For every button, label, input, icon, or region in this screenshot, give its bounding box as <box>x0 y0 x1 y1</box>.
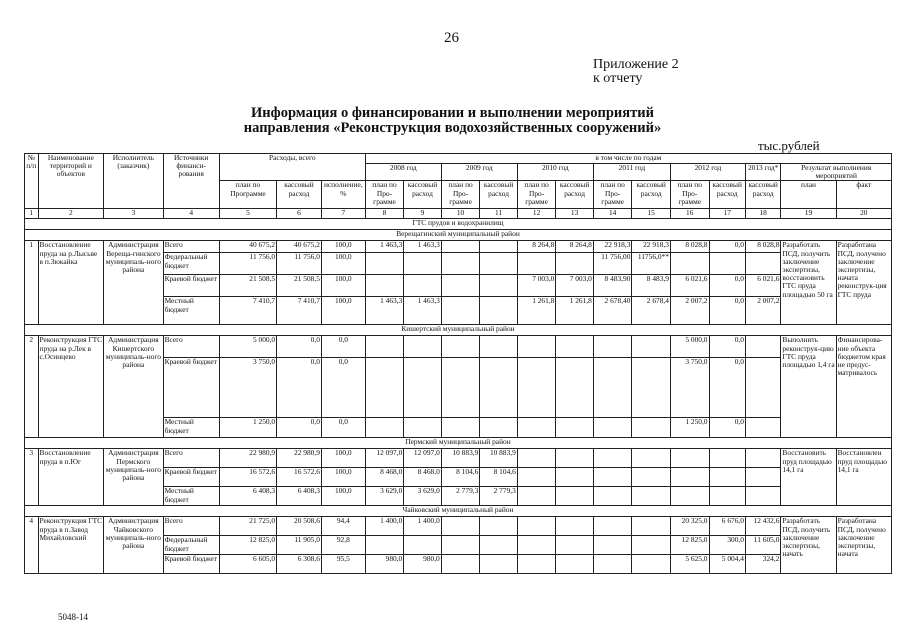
column-number-cell: 5 <box>219 209 276 219</box>
value-cell: 8 468,0 <box>365 468 404 487</box>
value-cell <box>365 253 404 275</box>
header-2008: 2008 год <box>365 164 441 181</box>
value-cell: 1 463,3 <box>404 241 442 253</box>
value-cell <box>593 555 632 574</box>
financing-table <box>24 153 892 574</box>
funding-source: Всего <box>163 517 219 536</box>
value-cell: 11 905,0 <box>277 536 322 555</box>
value-cell: 7 410,7 <box>277 297 322 325</box>
value-cell: 2 779,3 <box>480 487 518 506</box>
value-cell <box>365 418 404 438</box>
funding-source: Всего <box>163 336 219 358</box>
document-title <box>0 106 905 136</box>
value-cell <box>593 487 632 506</box>
value-cell <box>632 358 671 418</box>
table-row <box>25 449 892 468</box>
value-cell <box>480 536 518 555</box>
section-row <box>25 230 892 241</box>
header-2012-cash: кассовый расход <box>709 181 745 209</box>
value-cell: 100,0 <box>321 468 365 487</box>
header-2013-cash: кассовый расход <box>745 181 780 209</box>
value-cell: 100,0 <box>321 449 365 468</box>
header-cash: кассовый расход <box>277 181 322 209</box>
table-body <box>25 154 892 574</box>
value-cell <box>441 275 480 297</box>
header-2010: 2010 год <box>517 164 593 181</box>
value-cell: 12 097,0 <box>365 449 404 468</box>
value-cell <box>517 449 556 468</box>
header-2011: 2011 год <box>593 164 670 181</box>
value-cell: 0,0 <box>709 358 745 418</box>
value-cell <box>404 275 442 297</box>
funding-source: Краевой бюджет <box>163 275 219 297</box>
column-number-cell: 16 <box>670 209 709 219</box>
value-cell <box>632 449 671 468</box>
header-total: Расходы, всего <box>219 154 365 181</box>
column-number-cell: 14 <box>593 209 632 219</box>
header-exec-pct: исполнение, % <box>321 181 365 209</box>
value-cell <box>556 536 594 555</box>
value-cell <box>632 468 671 487</box>
planned-result: Разработать ПСД, получить заключение экспертизы, восстановить ГТС пруда площадью 50 га <box>781 241 836 325</box>
title-line-2: направления «Реконструкция водохозяйственных сооружений» <box>243 120 662 136</box>
value-cell <box>745 418 780 438</box>
value-cell: 1 400,0 <box>365 517 404 536</box>
value-cell <box>441 336 480 358</box>
value-cell <box>480 241 518 253</box>
value-cell: 324,2 <box>745 555 780 574</box>
value-cell <box>745 336 780 358</box>
header-2011-plan: план по Про-грамме <box>593 181 632 209</box>
value-cell: 0,0 <box>277 336 322 358</box>
value-cell: 0,0 <box>709 336 745 358</box>
value-cell <box>745 449 780 468</box>
value-cell: 7 410,7 <box>219 297 276 325</box>
header-2008-plan: план по Про-грамме <box>365 181 404 209</box>
column-number-cell: 20 <box>836 209 891 219</box>
value-cell <box>441 358 480 418</box>
value-cell: 6 408,3 <box>219 487 276 506</box>
value-cell: 2 678,4 <box>632 297 671 325</box>
value-cell: 7 003,0 <box>556 275 594 297</box>
column-number-cell: 1 <box>25 209 39 219</box>
value-cell: 8 028,8 <box>745 241 780 253</box>
appendix-line-2: к отчету <box>593 71 643 86</box>
value-cell: 22 980,9 <box>219 449 276 468</box>
section-row <box>25 325 892 336</box>
column-number-cell: 10 <box>441 209 480 219</box>
column-number-cell: 2 <box>38 209 104 219</box>
funding-source: Краевой бюджет <box>163 468 219 487</box>
section-title: Кишертский муниципальный район <box>25 325 892 336</box>
value-cell <box>404 336 442 358</box>
project-name: Восстановление пруда на р.Лысьве в п.Зюкайка <box>38 241 104 325</box>
value-cell <box>632 555 671 574</box>
planned-result: Восстановить пруд площадью 14,1 га <box>781 449 836 506</box>
value-cell <box>593 517 632 536</box>
value-cell: 7 003,0 <box>517 275 556 297</box>
value-cell: 2 678,40 <box>593 297 632 325</box>
value-cell: 0,0 <box>277 418 322 438</box>
value-cell: 5 000,0 <box>219 336 276 358</box>
value-cell <box>670 487 709 506</box>
value-cell <box>745 468 780 487</box>
value-cell: 1 463,3 <box>365 297 404 325</box>
planned-result: Выполнить реконструк-цию ГТС пруда площадью 1,4 га <box>781 336 836 438</box>
value-cell <box>404 358 442 418</box>
header-fact: факт <box>836 181 891 209</box>
column-number-cell: 8 <box>365 209 404 219</box>
section-row <box>25 219 892 230</box>
value-cell: 22 918,3 <box>593 241 632 253</box>
value-cell: 1 250,0 <box>219 418 276 438</box>
column-number-row <box>25 209 892 219</box>
value-cell <box>404 253 442 275</box>
value-cell <box>441 555 480 574</box>
section-title: Пермский муниципальный район <box>25 438 892 449</box>
value-cell: 8 483,9 <box>632 275 671 297</box>
header-executor: Исполнитель (заказчик) <box>104 154 163 209</box>
appendix-line-1: Приложение 2 <box>593 57 679 72</box>
value-cell: 5 625,0 <box>670 555 709 574</box>
section-title: ГТС прудов и водохранилищ <box>25 219 892 230</box>
column-number-cell: 19 <box>781 209 836 219</box>
value-cell <box>517 358 556 418</box>
value-cell <box>745 358 780 418</box>
value-cell: 21 508,5 <box>219 275 276 297</box>
value-cell <box>556 358 594 418</box>
value-cell: 8 028,8 <box>670 241 709 253</box>
value-cell <box>441 253 480 275</box>
value-cell: 980,0 <box>365 555 404 574</box>
value-cell <box>632 336 671 358</box>
value-cell <box>517 517 556 536</box>
funding-source: Федеральный бюджет <box>163 536 219 555</box>
value-cell: 0,0 <box>321 336 365 358</box>
value-cell: 40 675,2 <box>277 241 322 253</box>
value-cell: 300,0 <box>709 536 745 555</box>
value-cell <box>593 358 632 418</box>
table-row <box>25 336 892 358</box>
value-cell: 8 104,6 <box>441 468 480 487</box>
value-cell <box>480 555 518 574</box>
column-number-cell: 15 <box>632 209 671 219</box>
table-row <box>25 241 892 253</box>
value-cell: 100,0 <box>321 487 365 506</box>
value-cell: 100,0 <box>321 297 365 325</box>
value-cell <box>670 449 709 468</box>
actual-result: Разработана ПСД, получено заключение экспертизы, начата реконструк-ция ГТС пруда <box>836 241 891 325</box>
header-2011-cash: кассовый расход <box>632 181 671 209</box>
value-cell: 22 918,3 <box>632 241 671 253</box>
column-number-cell: 18 <box>745 209 780 219</box>
funding-source: Местный бюджет <box>163 297 219 325</box>
value-cell: 0,0 <box>321 358 365 418</box>
project-name: Реконструкция ГТС пруда на р.Лек в с.Осинцево <box>38 336 104 438</box>
value-cell: 12 432,6 <box>745 517 780 536</box>
value-cell: 16 572,6 <box>219 468 276 487</box>
value-cell: 1 463,3 <box>365 241 404 253</box>
value-cell <box>480 275 518 297</box>
header-by-years: в том числе по годам <box>365 154 891 164</box>
value-cell: 11 756,00 <box>593 253 632 275</box>
value-cell: 3 750,0 <box>670 358 709 418</box>
funding-source: Краевой бюджет <box>163 358 219 418</box>
value-cell: 94,4 <box>321 517 365 536</box>
value-cell <box>365 536 404 555</box>
planned-result: Разработать ПСД, получить заключение экспертизы, начать <box>781 517 836 574</box>
value-cell: 6 308,6 <box>277 555 322 574</box>
column-number-cell: 11 <box>480 209 518 219</box>
funding-source: Местный бюджет <box>163 418 219 438</box>
section-row <box>25 438 892 449</box>
header-2009-plan: план по Про-грамме <box>441 181 480 209</box>
project-executor: Администрация Кишертского муниципаль-ного района <box>104 336 163 438</box>
value-cell <box>404 418 442 438</box>
value-cell: 0,0 <box>709 241 745 253</box>
value-cell <box>593 418 632 438</box>
header-sources: Источники финанси-рования <box>163 154 219 209</box>
value-cell: 100,0 <box>321 253 365 275</box>
header-2013: 2013 год* <box>745 164 780 181</box>
value-cell <box>709 487 745 506</box>
value-cell: 3 629,0 <box>404 487 442 506</box>
table-row <box>25 517 892 536</box>
value-cell: 1 400,0 <box>404 517 442 536</box>
value-cell: 21 725,0 <box>219 517 276 536</box>
value-cell: 100,0 <box>321 275 365 297</box>
project-number: 1 <box>25 241 39 325</box>
value-cell: 8 468,0 <box>404 468 442 487</box>
column-number-cell: 9 <box>404 209 442 219</box>
header-result: Результат выполнения мероприятий <box>781 164 892 181</box>
project-executor: Администрация Чайковского муниципаль-ного района <box>104 517 163 574</box>
value-cell: 6 021,6 <box>745 275 780 297</box>
value-cell: 16 572,6 <box>277 468 322 487</box>
value-cell <box>593 536 632 555</box>
value-cell: 6 676,0 <box>709 517 745 536</box>
value-cell <box>365 275 404 297</box>
value-cell <box>632 487 671 506</box>
column-number-cell: 12 <box>517 209 556 219</box>
value-cell <box>709 253 745 275</box>
value-cell: 8 104,6 <box>480 468 518 487</box>
column-number-cell: 17 <box>709 209 745 219</box>
value-cell <box>480 336 518 358</box>
project-name: Реконструкция ГТС пруда в п.Завод Михайловский <box>38 517 104 574</box>
value-cell <box>480 358 518 418</box>
value-cell <box>556 336 594 358</box>
value-cell <box>632 517 671 536</box>
value-cell: 100,0 <box>321 241 365 253</box>
actual-result: Финансирова-ние объекта бюджетом края не предус-матривалось <box>836 336 891 438</box>
funding-source: Местный бюджет <box>163 487 219 506</box>
value-cell: 0,0 <box>709 418 745 438</box>
column-number-cell: 3 <box>104 209 163 219</box>
value-cell: 11756,0** <box>632 253 671 275</box>
value-cell: 8 264,8 <box>517 241 556 253</box>
footer-code: 5048-14 <box>58 612 88 622</box>
value-cell <box>556 418 594 438</box>
value-cell: 22 980,9 <box>277 449 322 468</box>
value-cell: 6 021,6 <box>670 275 709 297</box>
header-no: № п/п <box>25 154 39 209</box>
value-cell <box>517 536 556 555</box>
value-cell: 2 779,3 <box>441 487 480 506</box>
value-cell: 12 825,0 <box>670 536 709 555</box>
value-cell <box>441 536 480 555</box>
value-cell <box>517 487 556 506</box>
value-cell <box>441 418 480 438</box>
funding-source: Всего <box>163 241 219 253</box>
page-number: 26 <box>444 30 459 46</box>
value-cell: 8 483,90 <box>593 275 632 297</box>
value-cell <box>480 253 518 275</box>
value-cell <box>556 449 594 468</box>
funding-source: Федеральный бюджет <box>163 253 219 275</box>
value-cell <box>517 336 556 358</box>
value-cell: 0,0 <box>709 297 745 325</box>
value-cell <box>593 336 632 358</box>
header-2009-cash: кассовый расход <box>480 181 518 209</box>
value-cell: 2 007,2 <box>745 297 780 325</box>
value-cell: 40 675,2 <box>219 241 276 253</box>
project-executor: Администрация Вереща-гинского муниципаль-ного района <box>104 241 163 325</box>
value-cell <box>517 468 556 487</box>
project-number: 3 <box>25 449 39 506</box>
project-number: 2 <box>25 336 39 438</box>
value-cell: 10 883,9 <box>480 449 518 468</box>
project-number: 4 <box>25 517 39 574</box>
value-cell: 1 463,3 <box>404 297 442 325</box>
value-cell <box>593 449 632 468</box>
units-label: тыс.рублей <box>758 138 820 153</box>
value-cell <box>517 418 556 438</box>
value-cell <box>556 468 594 487</box>
value-cell <box>517 555 556 574</box>
header-name: Наименование территорий и объектов <box>38 154 104 209</box>
value-cell: 0,0 <box>709 275 745 297</box>
column-number-cell: 4 <box>163 209 219 219</box>
value-cell: 11 756,0 <box>277 253 322 275</box>
value-cell <box>745 253 780 275</box>
header-2009: 2009 год <box>441 164 517 181</box>
actual-result: Разработана ПСД, получено заключение экспертизы, начата <box>836 517 891 574</box>
header-2012: 2012 год <box>670 164 745 181</box>
value-cell <box>480 418 518 438</box>
value-cell <box>632 536 671 555</box>
header-2008-cash: кассовый расход <box>404 181 442 209</box>
header-plan: план <box>781 181 836 209</box>
value-cell: 1 261,8 <box>556 297 594 325</box>
value-cell: 2 007,2 <box>670 297 709 325</box>
value-cell: 1 261,8 <box>517 297 556 325</box>
project-executor: Администрация Пермского муниципаль-ного района <box>104 449 163 506</box>
header-plan-program: план по Программе <box>219 181 276 209</box>
value-cell: 0,0 <box>321 418 365 438</box>
value-cell <box>517 253 556 275</box>
value-cell <box>709 468 745 487</box>
value-cell <box>480 297 518 325</box>
value-cell <box>670 468 709 487</box>
value-cell <box>441 517 480 536</box>
value-cell: 10 883,9 <box>441 449 480 468</box>
value-cell: 12 825,0 <box>219 536 276 555</box>
value-cell: 5 000,0 <box>670 336 709 358</box>
header-2010-plan: план по Про-грамме <box>517 181 556 209</box>
value-cell: 5 004,4 <box>709 555 745 574</box>
value-cell <box>556 487 594 506</box>
value-cell <box>745 487 780 506</box>
actual-result: Восстановлен пруд площадью 14,1 га <box>836 449 891 506</box>
value-cell: 3 629,0 <box>365 487 404 506</box>
value-cell <box>365 358 404 418</box>
value-cell: 11 756,0 <box>219 253 276 275</box>
header-2010-cash: кассовый расход <box>556 181 594 209</box>
value-cell <box>670 253 709 275</box>
column-number-cell: 7 <box>321 209 365 219</box>
appendix-label <box>593 58 679 86</box>
value-cell: 1 250,0 <box>670 418 709 438</box>
column-number-cell: 6 <box>277 209 322 219</box>
value-cell: 12 097,0 <box>404 449 442 468</box>
value-cell: 92,8 <box>321 536 365 555</box>
value-cell: 8 264,8 <box>556 241 594 253</box>
value-cell: 20 508,6 <box>277 517 322 536</box>
value-cell: 6 408,3 <box>277 487 322 506</box>
value-cell: 0,0 <box>277 358 322 418</box>
value-cell <box>632 418 671 438</box>
funding-source: Всего <box>163 449 219 468</box>
value-cell <box>709 449 745 468</box>
value-cell: 6 605,0 <box>219 555 276 574</box>
value-cell <box>365 336 404 358</box>
column-number-cell: 13 <box>556 209 594 219</box>
value-cell: 980,0 <box>404 555 442 574</box>
value-cell <box>556 555 594 574</box>
value-cell <box>480 517 518 536</box>
value-cell <box>441 241 480 253</box>
section-title: Верещагинский муниципальный район <box>25 230 892 241</box>
title-line-1: Информация о финансировании и выполнении мероприятий <box>251 105 654 121</box>
section-row <box>25 506 892 517</box>
value-cell: 95,5 <box>321 555 365 574</box>
value-cell <box>404 536 442 555</box>
value-cell: 20 325,0 <box>670 517 709 536</box>
section-title: Чайковский муниципальный район <box>25 506 892 517</box>
value-cell: 11 605,0 <box>745 536 780 555</box>
value-cell <box>593 468 632 487</box>
value-cell: 21 508,5 <box>277 275 322 297</box>
funding-source: Краевой бюджет <box>163 555 219 574</box>
value-cell <box>556 517 594 536</box>
value-cell: 3 750,0 <box>219 358 276 418</box>
value-cell <box>441 297 480 325</box>
project-name: Восстановление пруда в п.Юг <box>38 449 104 506</box>
value-cell <box>556 253 594 275</box>
header-2012-plan: план по Про-грамме <box>670 181 709 209</box>
